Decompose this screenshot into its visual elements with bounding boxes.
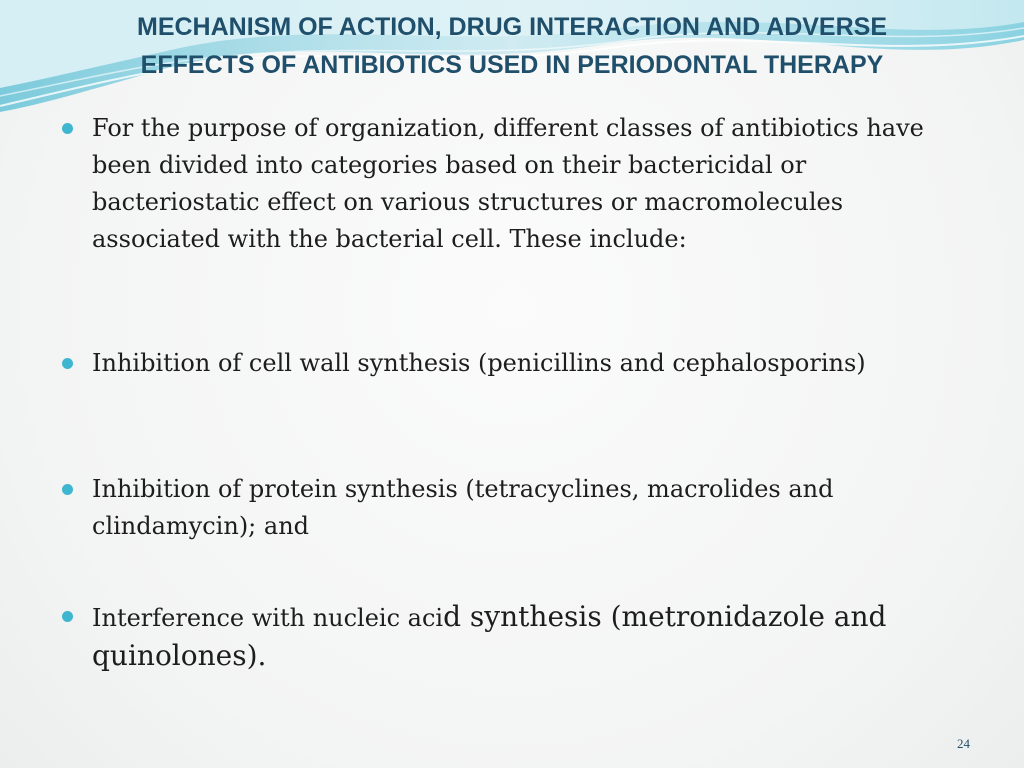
bullet-text-small: Interference with nucleic aci — [92, 604, 444, 632]
slide-title-line-1: MECHANISM OF ACTION, DRUG INTERACTION AND ADVERSE — [137, 13, 887, 41]
bullet-dot-icon — [62, 358, 73, 369]
bullet-text: For the purpose of organization, different classes of antibiotics have been divided into categories based on their bactericidal or bacteriostatic effect on various structures or macromolecules associated with the bacterial cell. These include: — [92, 114, 924, 253]
bullet-text: Inhibition of protein synthesis (tetracyclines, macrolides and clindamycin); and — [92, 475, 834, 540]
bullet-dot-icon — [62, 484, 73, 495]
bullet-dot-icon — [62, 611, 73, 622]
page-number: 24 — [957, 736, 970, 751]
bullet-item — [62, 110, 962, 258]
bullet-dot-icon — [62, 123, 73, 134]
bullet-item — [62, 598, 962, 676]
slide-title-line-2: EFFECTS OF ANTIBIOTICS USED IN PERIODONTAL THERAPY — [140, 51, 884, 79]
bullet-item — [62, 345, 962, 382]
bullet-text: Inhibition of cell wall synthesis (penicillins and cephalosporins) — [92, 349, 866, 377]
slide-title — [60, 8, 964, 84]
bullet-item — [62, 471, 962, 545]
bullet-text-large: d synthesis (metronidazole and quinolones). — [92, 600, 887, 672]
